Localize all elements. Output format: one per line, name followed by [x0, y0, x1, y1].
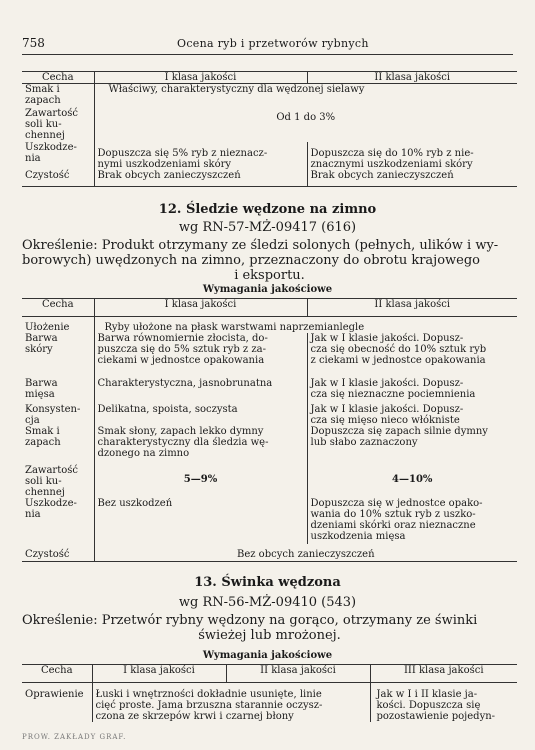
col-header-class-2: II klasa jakości [307, 299, 517, 317]
section-13-standard: wg RN-56-MŻ-09410 (543) [178, 595, 357, 610]
row-span-value: Od 1 do 3% [94, 108, 517, 142]
row-label: Smak i zapach [25, 426, 61, 448]
cell-class-2: Jak w I klasie jakości. Dopusz- cza się obecność do 10% sztuk ryb z ciekami w jednostce opakowania [307, 333, 517, 373]
table-row [22, 460, 517, 498]
row-label: Smak i zapach [25, 84, 61, 106]
col-header-cecha: Cecha [41, 72, 74, 83]
page-header [22, 36, 513, 52]
row-label: Konsysten- cja [25, 404, 81, 426]
row-label: Czystość [25, 169, 70, 181]
cell-class-1-2: Łuski i wnętrzności dokładnie usunięte, linie cięć proste. Jama brzuszna starannie oczysz- czona ze skrzepów krwi i czarnej błony [92, 683, 370, 723]
row-label: Czystość [25, 549, 70, 560]
table-row [22, 108, 517, 142]
table-row [22, 373, 517, 400]
row-label: Barwa skóry [25, 333, 58, 355]
cell-class-2: Jak w I klasie jakości. Dopusz- cza się nieznaczne pociemnienia [307, 373, 517, 400]
section-13-title: 13. Świnka wędzona [194, 575, 341, 590]
table-row [22, 142, 517, 170]
row-label: Uszkodze- nia [25, 498, 77, 520]
table-row [22, 84, 517, 108]
table-row [22, 683, 517, 723]
table-row [22, 544, 517, 561]
cell-class-1: Bez uszkodzeń [94, 498, 307, 544]
cell-class-2: Dopuszcza się w jednostce opako- wania do 10% sztuk ryb z uszko- dzeniami skórki oraz nieznaczne uszkodzenia mięsa [307, 498, 517, 544]
table-header-row [22, 299, 517, 317]
col-header-class-2: II klasa jakości [307, 72, 517, 84]
header-rule [22, 54, 513, 55]
section-12-title: 12. Śledzie wędzone na zimno [158, 202, 377, 217]
table-row [22, 400, 517, 426]
row-label: Ułożenie [25, 322, 70, 333]
section-13-definition: Określenie: Przetwór rybny wędzony na gorąco, otrzymany ze świnki świeżej lub mrożonej. [22, 613, 478, 643]
table-continued [22, 71, 517, 187]
cell-class-1: Charakterystyczna, jasnobrunatna [94, 373, 307, 400]
row-span-value: Ryby ułożone na płask warstwami naprzemianlegle [94, 317, 517, 334]
section-13-requirements-label: Wymagania jakościowe [202, 650, 333, 661]
col-header-cecha: Cecha [40, 665, 73, 676]
section-12-table [22, 298, 517, 562]
table-header-row [22, 665, 517, 683]
row-span-value: Właściwy, charakterystyczny dla wędzonej sielawy [94, 84, 517, 108]
cell-class-1: Barwa równomiernie złocista, do- puszcza się do 5% sztuk ryb z za- ciekami w jednostce opakowania [94, 333, 307, 373]
table-row [22, 317, 517, 334]
row-span-value: Bez obcych zanieczyszczeń [94, 544, 517, 561]
section-12-standard: wg RN-57-MŻ-09417 (616) [178, 220, 357, 235]
col-header-class-1: I klasa jakości [92, 665, 226, 683]
row-label: Uszkodze- nia [25, 141, 77, 164]
table-row [22, 498, 517, 544]
row-label: Oprawienie [25, 689, 84, 700]
row-label: Zawartość soli ku- chennej [25, 107, 78, 141]
cell-class-1: Smak słony, zapach lekko dymny charakterystyczny dla śledzia wę- dzonego na zimno [94, 426, 307, 460]
col-header-class-1: I klasa jakości [94, 299, 307, 317]
running-title: Ocena ryb i przetworów rybnych [177, 37, 369, 50]
footer-print-noise: PROW. ZAKŁADY GRAF. [22, 733, 127, 741]
section-12-definition: Określenie: Produkt otrzymany ze śledzi solonych (pełnych, ulików i wy- borowych) uwędzonych na zimno, przeznaczony do obrotu krajowego i eksportu. [22, 238, 499, 283]
section-13-table [22, 664, 517, 722]
cell-class-1: Delikatna, spoista, soczysta [94, 400, 307, 426]
col-header-cecha: Cecha [41, 299, 74, 310]
table-header-row [22, 72, 517, 84]
cell-class-1: Dopuszcza się 5% ryb z nieznacz- nymi uszkodzeniami skóry [94, 142, 307, 170]
col-header-class-3: III klasa jakości [370, 665, 517, 683]
table-row [22, 333, 517, 373]
cell-class-2: 4—10% [307, 460, 517, 498]
cell-class-2: Brak obcych zanieczyszczeń [307, 170, 517, 187]
row-label: Barwa mięsa [25, 378, 58, 400]
cell-class-1: 5—9% [94, 460, 307, 498]
col-header-class-2: II klasa jakości [226, 665, 370, 683]
cell-class-3: Jak w I i II klasie ja- kości. Dopuszcza się pozostawienie pojedyn- [370, 683, 517, 723]
cell-class-2: Dopuszcza się do 10% ryb z nie- znacznymi uszkodzeniami skóry [307, 142, 517, 170]
table-row [22, 170, 517, 187]
cell-class-1: Brak obcych zanieczyszczeń [94, 170, 307, 187]
row-label: Zawartość soli ku- chennej [25, 465, 78, 498]
page-number: 758 [22, 36, 45, 50]
col-header-class-1: I klasa jakości [94, 72, 307, 84]
cell-class-2: Dopuszcza się zapach silnie dymny lub słabo zaznaczony [307, 426, 517, 460]
section-12-requirements-label: Wymagania jakościowe [202, 284, 333, 295]
cell-class-2: Jak w I klasie jakości. Dopusz- cza się mięso nieco włókniste [307, 400, 517, 426]
table-row [22, 426, 517, 460]
